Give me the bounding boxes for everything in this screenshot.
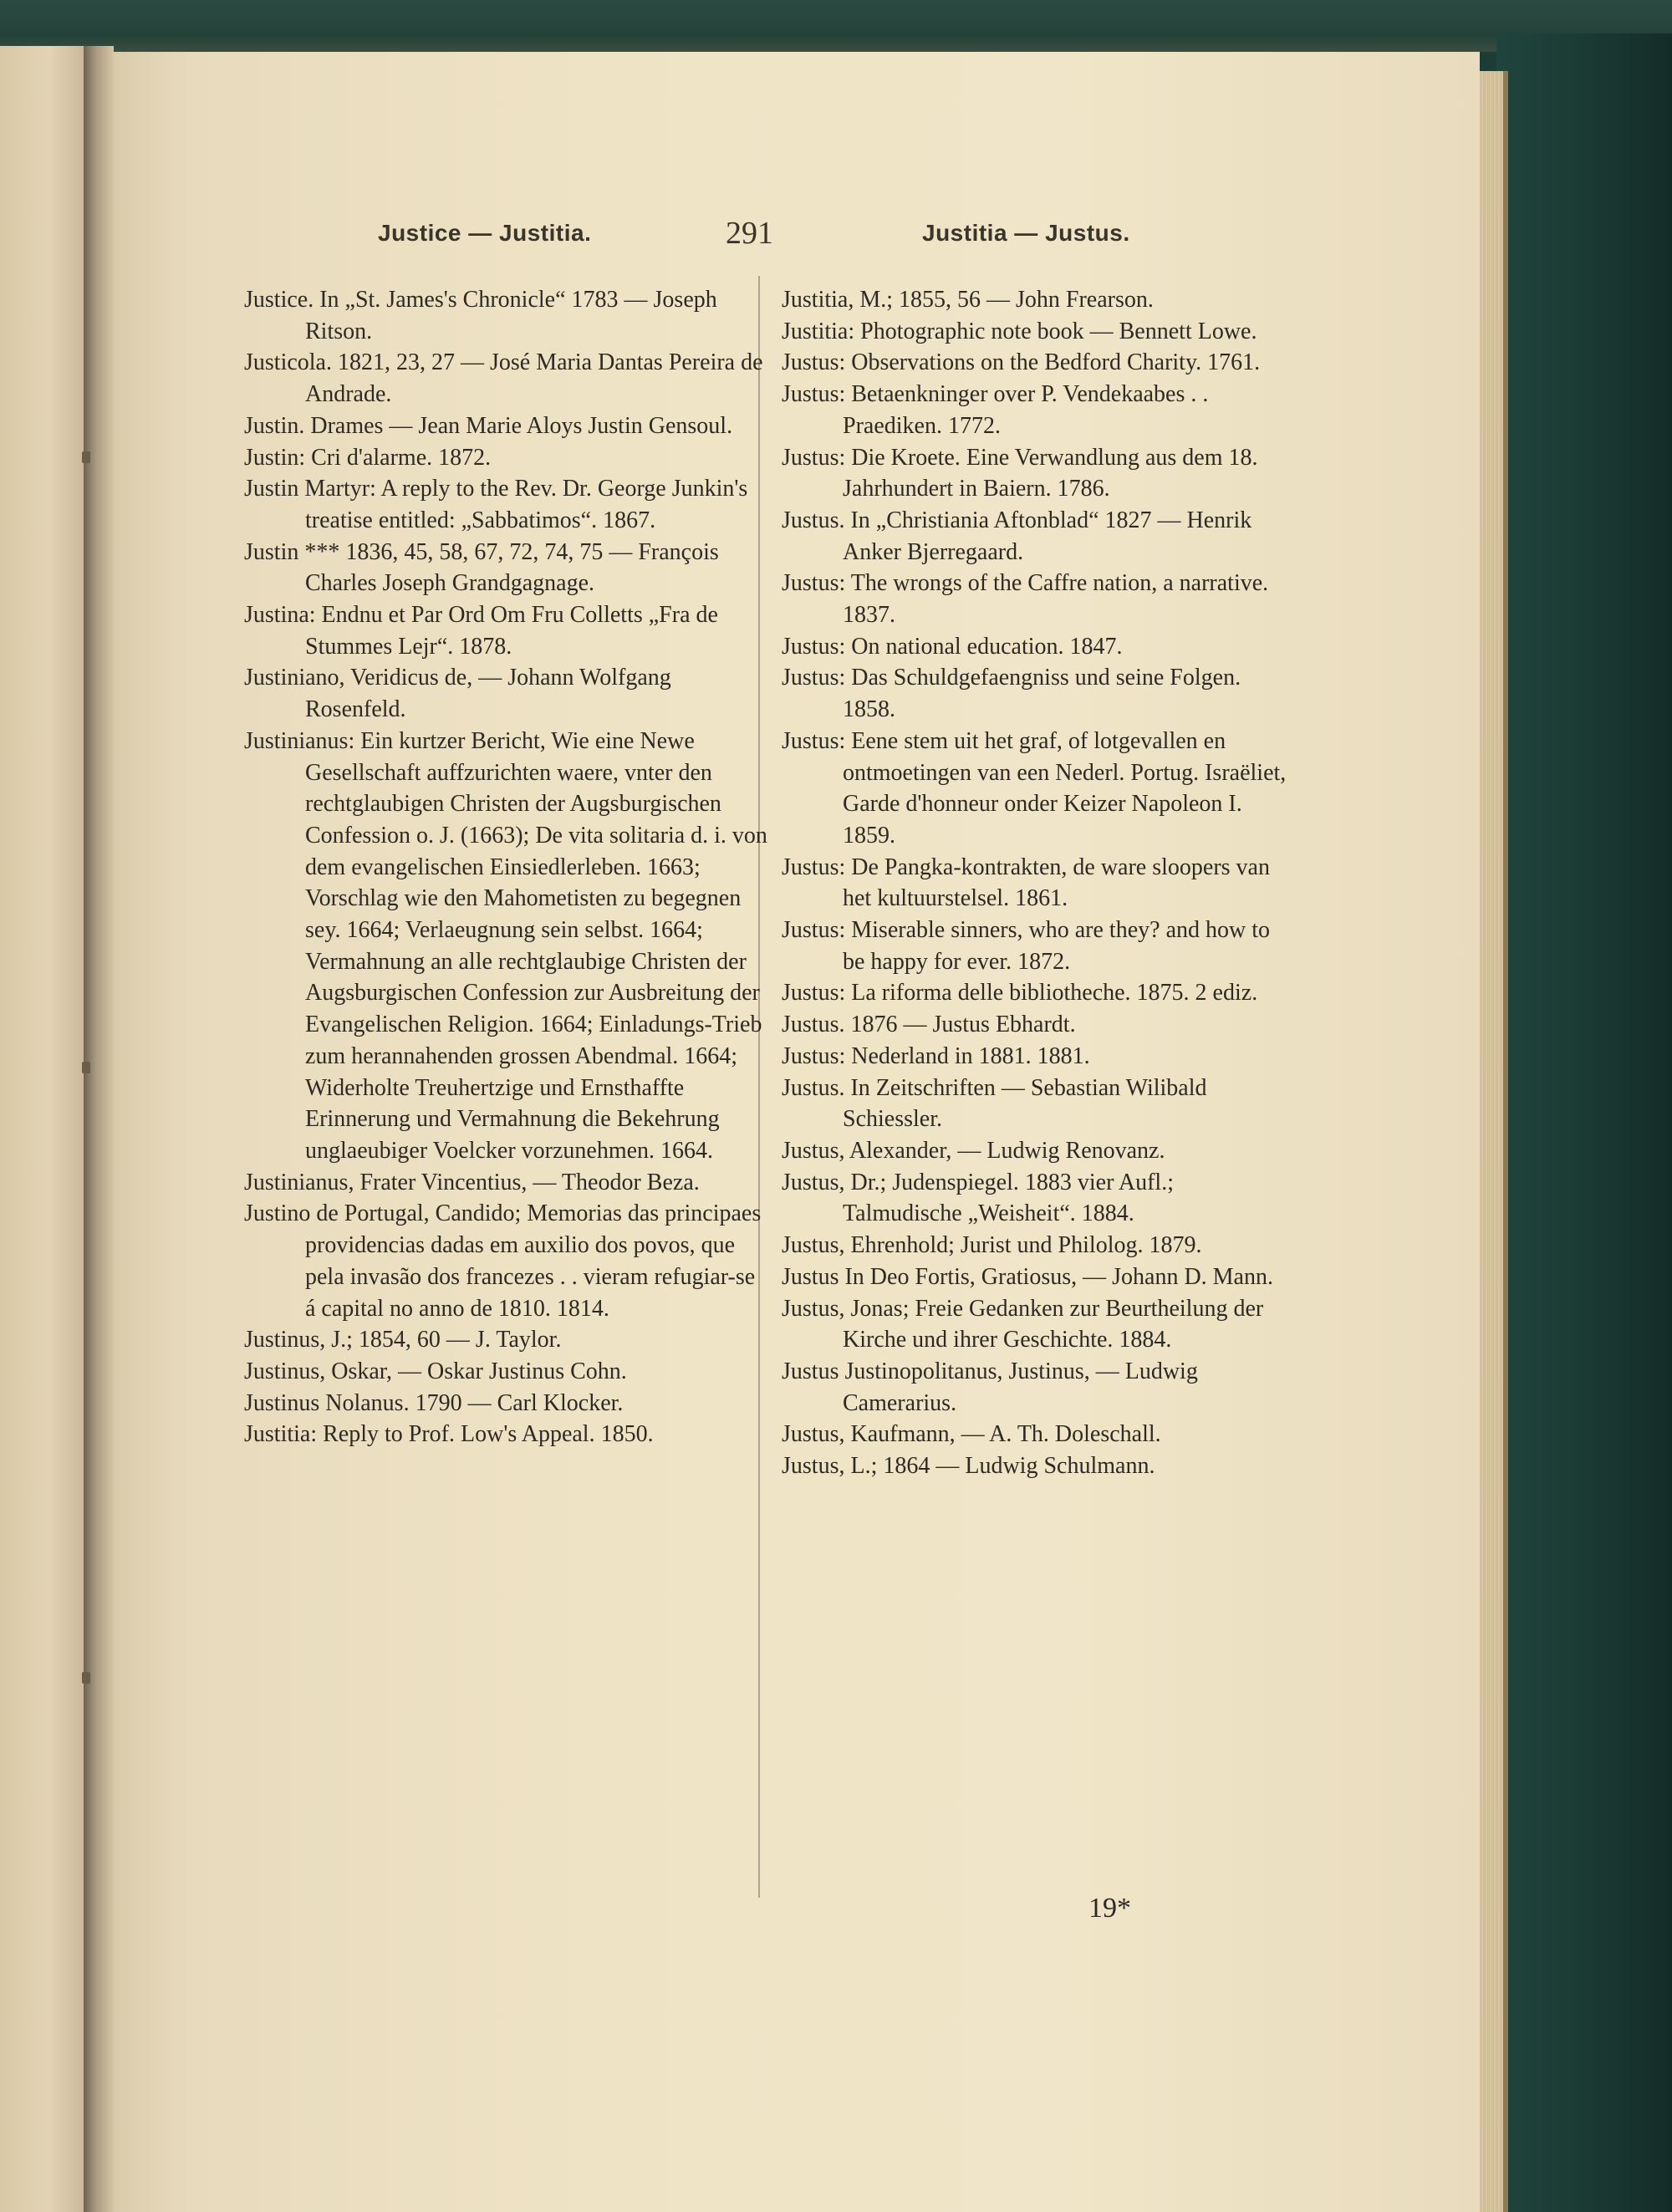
index-entry: Justitia, M.; 1855, 56 — John Frearson.: [782, 287, 1154, 313]
index-entry: Justus. In Zeitschriften — Sebastian Wilibald Schiessler.: [782, 1074, 1207, 1133]
margin-tab-mark: [82, 1672, 90, 1684]
fore-edge-shadow: [1503, 71, 1508, 2212]
index-entry: Justus, Jonas; Freie Gedanken zur Beurtheilung der Kirche und ihrer Geschichte. 1884.: [782, 1295, 1264, 1353]
index-entry: Justus: Observations on the Bedford Charity. 1761.: [782, 349, 1261, 376]
index-entry: Justicola. 1821, 23, 27 — José Maria Dantas Pereira de Andrade.: [244, 349, 763, 408]
index-entry: Justinus Nolanus. 1790 — Carl Klocker.: [244, 1389, 624, 1416]
index-entry: Justus: Eene stem uit het graf, of lotgevallen en ontmoetingen van een Nederl. Portug. Israëliet, Garde d'honneur onder Keizer Napoleon I. 1859.: [782, 727, 1287, 849]
index-entry: Justin Martyr: A reply to the Rev. Dr. George Junkin's treatise entitled: „Sabbatimos“. 1867.: [244, 476, 748, 533]
facing-page-edge: [0, 46, 90, 2212]
page-number: 291: [726, 216, 773, 251]
index-entry: Justus, L.; 1864 — Ludwig Schulmann.: [782, 1453, 1155, 1480]
index-entry: Justinus, Oskar, — Oskar Justinus Cohn.: [244, 1358, 627, 1384]
index-entry: Justin: Cri d'alarme. 1872.: [244, 444, 492, 471]
index-entry: Justus: Die Kroete. Eine Verwandlung aus dem 18. Jahrhundert in Baiern. 1786.: [782, 444, 1258, 502]
left-column: [244, 284, 771, 1450]
index-entry: Justice. In „St. James's Chronicle“ 1783 — Joseph Ritson.: [244, 287, 717, 344]
book-cover-edge: [1496, 33, 1672, 2212]
index-entry: Justus: De Pangka-kontrakten, de ware sloopers van het kultuurstelsel. 1861.: [782, 854, 1270, 912]
index-entry: Justinianus: Ein kurtzer Bericht, Wie eine Newe Gesellschaft auffzurichten waere, vnter den rechtglaubigen Christen der Augsburgischen Confession o. J. (1663); De vita solitaria d. i. von dem evangelischen Einsiedlerleben. 1663; Vorschlag wie den Mahometisten zu begegnen sey. 1664; Verlaeugnung sein selbst. 1664; Vermahnung an alle rechtglaubige Christen der Augsburgischen Confession zur Ausbreitung der Evangelischen Religion. 1664; Einladungs-Trieb zum herannahenden grossen Abendmal. 1664; Widerholte Treuhertzige und Ernsthaffte Erinnerung und Vermahnung die Bekehrung unglaeubiger Voelcker vorzunehmen. 1664.: [244, 727, 767, 1164]
index-entry: Justinianus, Frater Vincentius, — Theodor Beza.: [244, 1169, 700, 1195]
margin-tab-mark: [82, 451, 90, 463]
book-cover-top: [0, 0, 1672, 52]
index-entry: Justus, Kaufmann, — A. Th. Doleschall.: [782, 1421, 1161, 1448]
index-entry: Justus. In „Christiania Aftonblad“ 1827 — Henrik Anker Bjerregaard.: [782, 507, 1252, 565]
index-entry: Justinus, J.; 1854, 60 — J. Taylor.: [244, 1327, 562, 1353]
index-entry: Justus, Dr.; Judenspiegel. 1883 vier Aufl.; Talmudische „Weisheit“. 1884.: [782, 1169, 1174, 1227]
index-entry: Justus, Alexander, — Ludwig Renovanz.: [782, 1137, 1165, 1164]
index-entry: Justin. Drames — Jean Marie Aloys Justin Gensoul.: [244, 412, 733, 439]
running-head-left: Justice — Justitia.: [378, 220, 592, 246]
index-entry: Justus: Nederland in 1881. 1881.: [782, 1042, 1090, 1069]
index-entry: Justus: Betaenkninger over P. Vendekaabes . . Praediken. 1772.: [782, 381, 1209, 439]
margin-tab-mark: [82, 1062, 90, 1073]
index-entry: Justus Justinopolitanus, Justinus, — Ludwig Camerarius.: [782, 1358, 1198, 1416]
index-entry: Justus In Deo Fortis, Gratiosus, — Johann D. Mann.: [782, 1263, 1273, 1290]
index-entry: Justin *** 1836, 45, 58, 67, 72, 74, 75 — François Charles Joseph Grandgagnage.: [244, 538, 719, 597]
index-entry: Justus: On national education. 1847.: [782, 633, 1123, 660]
index-entry: Justus: The wrongs of the Caffre nation, a narrative. 1837.: [782, 570, 1269, 629]
right-column: [782, 284, 1296, 1482]
index-entry: Justitia: Reply to Prof. Low's Appeal. 1850.: [244, 1421, 654, 1448]
index-entry: Justina: Endnu et Par Ord Om Fru Colletts „Fra de Stummes Lejr“. 1878.: [244, 602, 718, 660]
book-gutter: [84, 46, 114, 2212]
index-entry: Justus: Miserable sinners, who are they? and how to be happy for ever. 1872.: [782, 917, 1270, 975]
page-fore-edge: [1480, 71, 1505, 2212]
index-entry: Justus, Ehrenhold; Jurist und Philolog. 1879.: [782, 1232, 1202, 1259]
index-entry: Justus: Das Schuldgefaengniss und seine Folgen. 1858.: [782, 665, 1241, 723]
index-entry: Justino de Portugal, Candido; Memorias das principaes providencias dadas em auxilio dos povos, que pela invasão dos francezes . . vieram refugiar-se á capital no anno de 1810. 1814.: [244, 1200, 762, 1322]
index-entry: Justus. 1876 — Justus Ebhardt.: [782, 1012, 1076, 1038]
index-entry: Justiniano, Veridicus de, — Johann Wolfgang Rosenfeld.: [244, 665, 671, 723]
index-entry: Justitia: Photographic note book — Bennett Lowe.: [782, 318, 1257, 344]
signature-mark: 19*: [1088, 1893, 1131, 1924]
running-head-right: Justitia — Justus.: [922, 220, 1130, 246]
index-entry: Justus: La riforma delle bibliotheche. 1875. 2 ediz.: [782, 980, 1258, 1007]
